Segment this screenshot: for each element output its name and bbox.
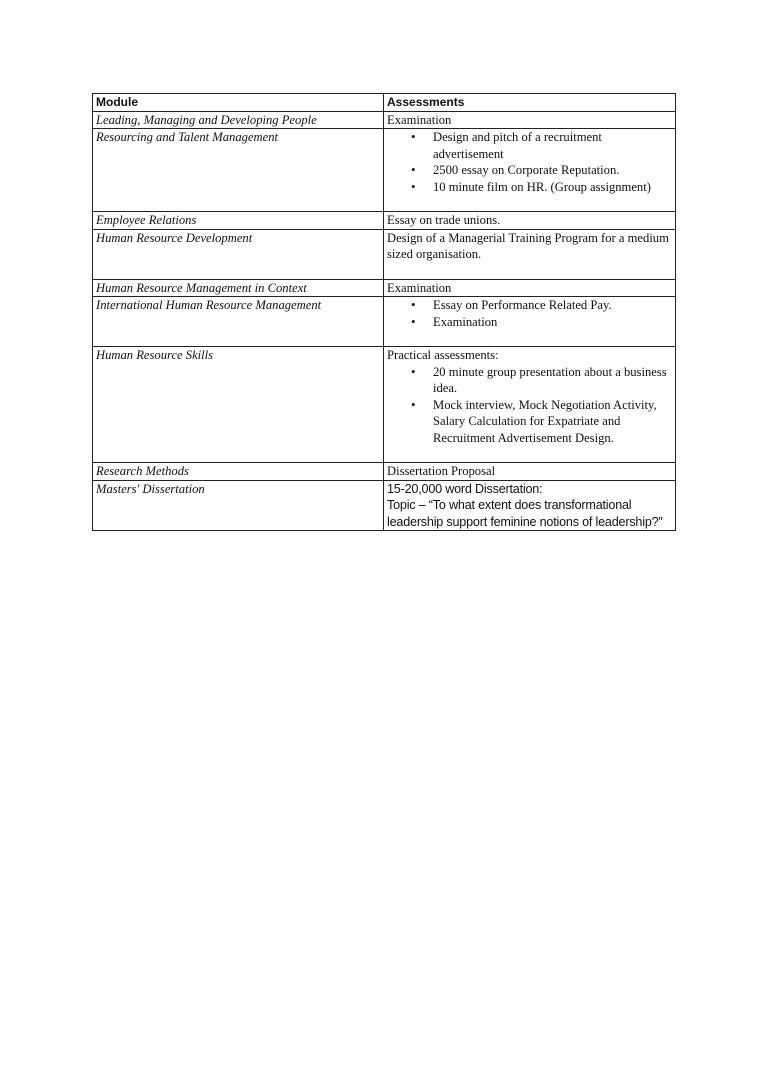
dissertation-topic: Topic – “To what extent does transformational leadership support feminine notions of leadership?” bbox=[387, 498, 663, 529]
assessment-list bbox=[387, 129, 674, 195]
header-module: Module bbox=[93, 94, 384, 112]
module-name: Masters' Dissertation bbox=[93, 480, 384, 531]
table-row bbox=[93, 347, 676, 463]
assessment-list-item: • Mock interview, Mock Negotiation Activity, Salary Calculation for Expatriate and Recruitment Advertisement Design. bbox=[433, 397, 674, 447]
assessment-text: Essay on trade unions. bbox=[384, 212, 676, 230]
table-row bbox=[93, 480, 676, 531]
assessment-cell bbox=[384, 347, 676, 463]
assessment-list-item: • 2500 essay on Corporate Reputation. bbox=[433, 162, 674, 179]
assessment-list bbox=[387, 297, 674, 330]
module-name: Research Methods bbox=[93, 463, 384, 481]
assessment-text: Examination bbox=[384, 279, 676, 297]
assessment-list-item: • Design and pitch of a recruitment advertisement bbox=[433, 129, 674, 162]
assessment-cell bbox=[384, 480, 676, 531]
dissertation-line: 15-20,000 word Dissertation: bbox=[387, 481, 543, 496]
table-row bbox=[93, 129, 676, 212]
table-row bbox=[93, 279, 676, 297]
table-row bbox=[93, 111, 676, 129]
assessment-list bbox=[387, 364, 674, 447]
module-name: Resourcing and Talent Management bbox=[93, 129, 384, 212]
table-header-row bbox=[93, 94, 676, 112]
table-row bbox=[93, 297, 676, 347]
assessment-text: Examination bbox=[384, 111, 676, 129]
assessment-cell bbox=[384, 129, 676, 212]
table-row bbox=[93, 212, 676, 230]
module-name: Human Resource Development bbox=[93, 229, 384, 279]
assessment-list-item: • Examination bbox=[433, 314, 674, 331]
module-name: Employee Relations bbox=[93, 212, 384, 230]
assessment-list-item: • 20 minute group presentation about a business idea. bbox=[433, 364, 674, 397]
module-name: Leading, Managing and Developing People bbox=[93, 111, 384, 129]
assessment-list-item: • Essay on Performance Related Pay. bbox=[433, 297, 674, 314]
assessment-cell bbox=[384, 297, 676, 347]
assessment-text: Practical assessments: bbox=[387, 348, 499, 362]
header-assessments: Assessments bbox=[384, 94, 676, 112]
assessment-table bbox=[92, 93, 676, 531]
module-name: International Human Resource Management bbox=[93, 297, 384, 347]
module-name: Human Resource Management in Context bbox=[93, 279, 384, 297]
table-row bbox=[93, 463, 676, 481]
assessment-list-item: • 10 minute film on HR. (Group assignment) bbox=[433, 179, 674, 196]
assessment-text: Design of a Managerial Training Program for a medium sized organisation. bbox=[384, 229, 676, 279]
module-name: Human Resource Skills bbox=[93, 347, 384, 463]
table-row bbox=[93, 229, 676, 279]
assessment-text: Dissertation Proposal bbox=[384, 463, 676, 481]
